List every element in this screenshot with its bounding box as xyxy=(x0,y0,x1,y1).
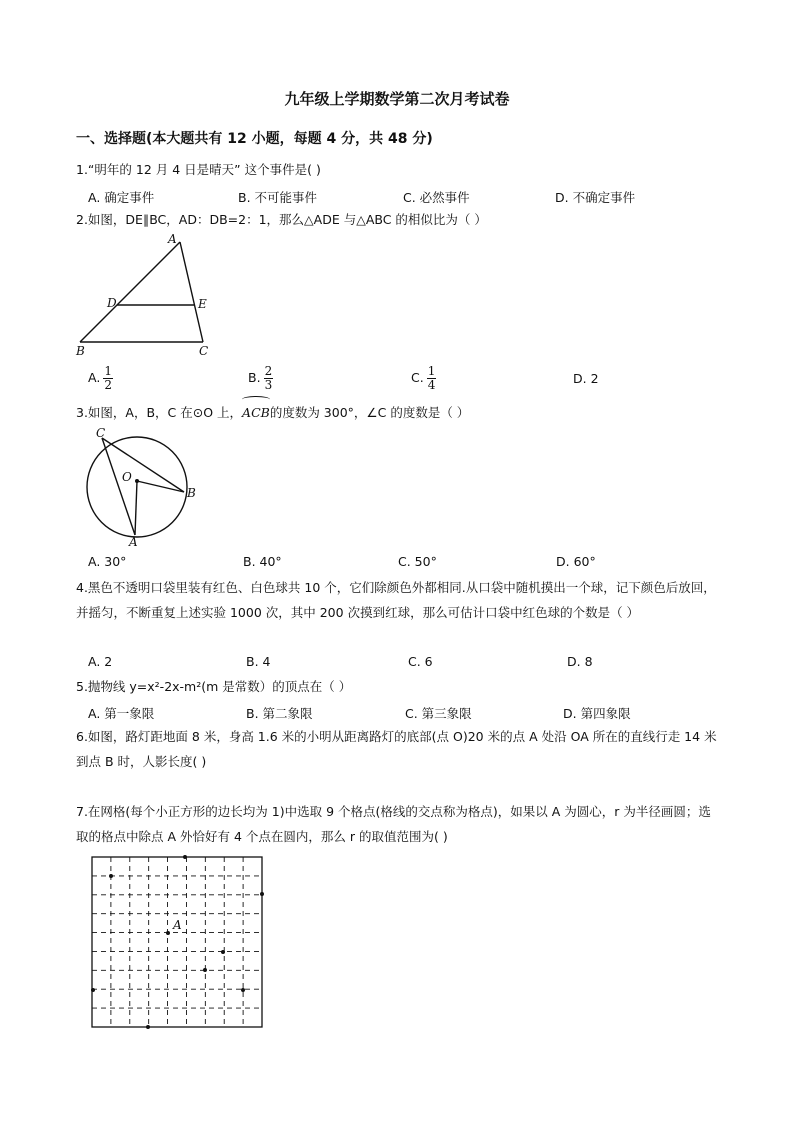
grid-figure xyxy=(88,852,268,1032)
side-ac xyxy=(180,242,203,342)
grid-point xyxy=(241,988,245,992)
label-c: C xyxy=(199,344,209,358)
radius-oa xyxy=(135,481,137,535)
triangle-figure xyxy=(70,230,220,360)
page-title: 九年级上学期数学第二次月考试卷 xyxy=(284,90,510,108)
question-2-stem: 2.如图，DE∥BC，AD：DB=2：1，那么△ADE 与△ABC 的相似比为（ ） xyxy=(76,212,487,227)
q3-stem-post: 的度数为 300°，∠C 的度数是（ ） xyxy=(269,405,470,420)
question-7-stem: 7.在网格(每个小正方形的边长均为 1)中选取 9 个格点(格线的交点称为格点)，如果以 A 为圆心，r 为半径画圆；选取的格点中除点 A 外恰好有 4 个点在圆内，那么 r 的取值范围为( ) xyxy=(76,804,711,844)
label-b: B xyxy=(76,344,85,358)
q3-stem-pre: 3.如图，A，B，C 在⊙O 上， xyxy=(76,405,243,420)
circle-figure xyxy=(80,425,210,550)
q4-option-d[interactable]: D. 8 xyxy=(567,654,593,669)
q5-option-d[interactable]: D. 第四象限 xyxy=(563,706,631,721)
fraction: $\frac{1}{2}$ xyxy=(104,364,112,392)
q3-option-c[interactable]: C. 50° xyxy=(398,554,437,569)
grid-point xyxy=(183,855,187,859)
q1-option-c[interactable]: C. 必然事件 xyxy=(403,190,470,205)
chord-cb xyxy=(102,438,184,492)
label-a: A xyxy=(129,535,138,549)
q3-option-d[interactable]: D. 60° xyxy=(556,554,596,569)
label-c: C xyxy=(96,426,106,440)
grid-point xyxy=(91,988,95,992)
q5-option-c[interactable]: C. 第三象限 xyxy=(405,706,472,721)
q5-option-b[interactable]: B. 第二象限 xyxy=(246,706,313,721)
q3-option-a[interactable]: A. 30° xyxy=(88,554,127,569)
label-o: O xyxy=(122,470,132,484)
q1-option-a[interactable]: A. 确定事件 xyxy=(88,190,155,205)
question-3-stem xyxy=(76,398,469,425)
q2-option-a-label: A. xyxy=(88,370,101,385)
section-heading: 一、选择题(本大题共有 12 小题，每题 4 分，共 48 分) xyxy=(76,131,433,147)
q2-option-c[interactable] xyxy=(411,365,436,392)
label-b: B xyxy=(187,486,196,500)
grid-border xyxy=(92,857,262,1027)
q2-option-b-label: B. xyxy=(248,370,261,385)
q4-option-b[interactable]: B. 4 xyxy=(246,654,271,669)
q2-option-c-label: C. xyxy=(411,370,424,385)
fraction: $\frac{2}{3}$ xyxy=(264,364,273,392)
label-a: A xyxy=(168,232,177,246)
arc-acb: ACB xyxy=(242,398,270,425)
question-1-stem: 1.“明年的 12 月 4 日是晴天” 这个事件是( ) xyxy=(76,162,321,177)
grid-point xyxy=(260,892,264,896)
side-ab xyxy=(80,242,180,342)
grid-point xyxy=(109,874,113,878)
q2-option-d[interactable]: D. 2 xyxy=(573,371,599,386)
q5-option-a[interactable]: A. 第一象限 xyxy=(88,706,155,721)
question-6-stem: 6.如图，路灯距地面 8 米，身高 1.6 米的小明从距离路灯的底部(点 O)20 米的点 A 处沿 OA 所在的直线行走 14 米到点 B 时，人影长度( ) xyxy=(76,729,717,769)
label-a: A xyxy=(173,918,182,932)
grid-point xyxy=(203,968,207,972)
grid-lines xyxy=(92,857,262,1027)
grid-point-a xyxy=(166,931,170,935)
q4-option-c[interactable]: C. 6 xyxy=(408,654,433,669)
question-5-stem: 5.抛物线 y=x²-2x-m²(m 是常数）的顶点在（ ） xyxy=(76,679,352,694)
radius-ob xyxy=(137,481,184,492)
q4-option-a[interactable]: A. 2 xyxy=(88,654,113,669)
grid-points xyxy=(91,855,264,1029)
q2-option-b[interactable] xyxy=(248,365,273,392)
chord-ca xyxy=(102,438,135,535)
label-d: D xyxy=(107,296,117,310)
grid-point xyxy=(146,1025,150,1029)
q2-option-a[interactable] xyxy=(88,365,113,392)
grid-point xyxy=(221,950,225,954)
q3-option-b[interactable]: B. 40° xyxy=(243,554,282,569)
question-4-stem: 4.黑色不透明口袋里装有红色、白色球共 10 个，它们除颜色外都相同.从口袋中随机摸出一个球，记下颜色后放回，并摇匀，不断重复上述实验 1000 次，其中 200 次摸到红球，那么可估计口袋中红色球的个数是（ ） xyxy=(76,580,716,620)
label-e: E xyxy=(198,297,207,311)
q1-option-b[interactable]: B. 不可能事件 xyxy=(238,190,318,205)
q1-option-d[interactable]: D. 不确定事件 xyxy=(555,190,636,205)
fraction: $\frac{1}{4}$ xyxy=(427,364,436,392)
center-point xyxy=(135,479,139,483)
